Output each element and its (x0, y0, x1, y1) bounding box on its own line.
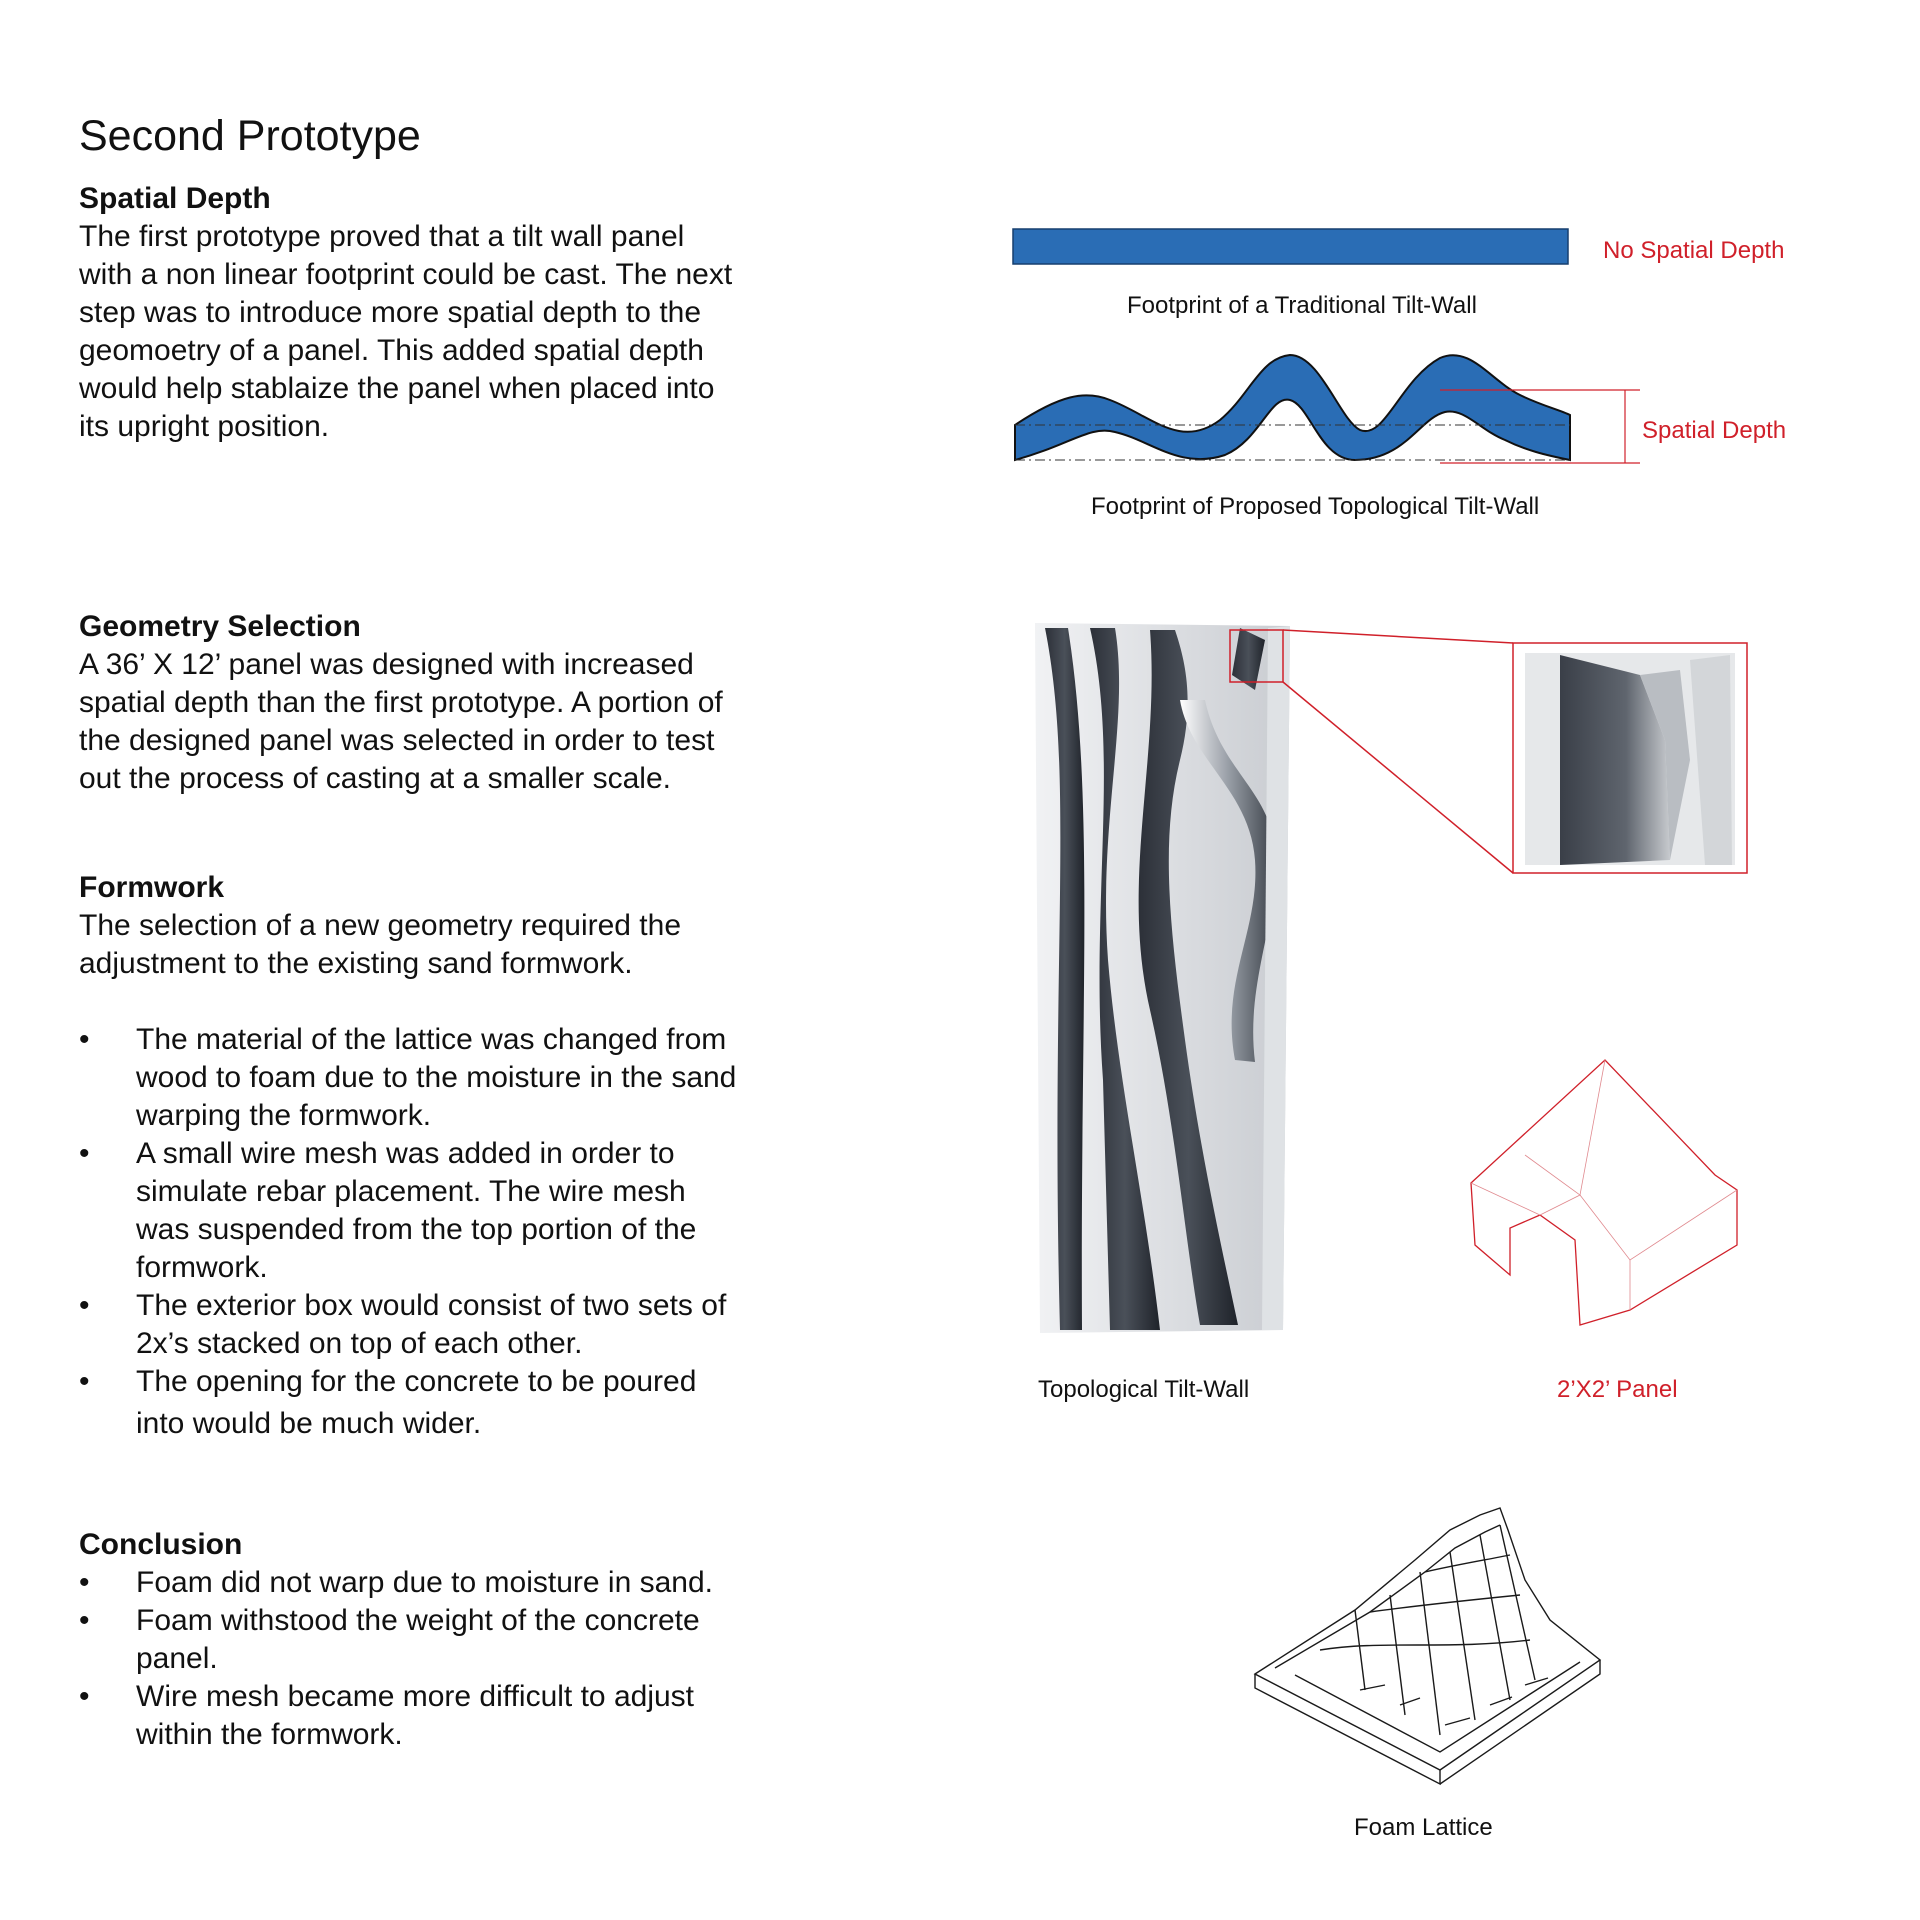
spatial-depth-heading: Spatial Depth (79, 182, 271, 215)
zoom-connector-line (1283, 630, 1513, 643)
list-item-line: The opening for the concrete to be poured (136, 1365, 697, 1398)
paragraph-line: its upright position. (79, 410, 330, 443)
list-item-line: Foam did not warp due to moisture in sand. (136, 1566, 713, 1599)
paragraph-line: adjustment to the existing sand formwork. (79, 947, 633, 980)
spatial-depth-label: Spatial Depth (1642, 417, 1787, 444)
foam-lattice-caption: Foam Lattice (1354, 1814, 1493, 1841)
list-item-line: Foam withstood the weight of the concrete (136, 1604, 700, 1637)
paragraph-line: step was to introduce more spatial depth to the (79, 296, 702, 329)
bullet-icon: • (79, 1023, 90, 1056)
paragraph-line: The first prototype proved that a tilt wall panel (79, 220, 685, 253)
paragraph-line: spatial depth than the first prototype. A portion of (79, 686, 723, 719)
paragraph-line: geomoetry of a panel. This added spatial depth (79, 334, 704, 367)
list-item-line: Wire mesh became more difficult to adjust (136, 1680, 695, 1713)
list-item-line: The exterior box would consist of two sets of (136, 1289, 727, 1322)
foam-lattice (1255, 1508, 1600, 1784)
no-spatial-depth-label: No Spatial Depth (1603, 237, 1785, 264)
topological-footprint (1015, 355, 1570, 460)
paragraph-line: The selection of a new geometry required the (79, 909, 682, 942)
list-item-line: simulate rebar placement. The wire mesh (136, 1175, 686, 1208)
zoom-detail (1513, 643, 1747, 873)
geometry-selection-heading: Geometry Selection (79, 610, 361, 643)
list-item-line: panel. (136, 1642, 218, 1675)
list-item-line: 2x’s stacked on top of each other. (136, 1327, 583, 1360)
bullet-icon: • (79, 1137, 90, 1170)
list-item-line: warping the formwork. (136, 1099, 432, 1132)
list-item-line: into would be much wider. (136, 1407, 482, 1440)
list-item-line: within the formwork. (136, 1718, 403, 1751)
list-item-line: wood to foam due to the moisture in the sand (136, 1061, 737, 1094)
zoom-connector-line (1283, 682, 1513, 873)
bullet-icon: • (79, 1566, 90, 1599)
list-item-line: formwork. (136, 1251, 268, 1284)
paragraph-line: would help stablaize the panel when placed into (79, 372, 715, 405)
paragraph-line: A 36’ X 12’ panel was designed with increased (79, 648, 694, 681)
panel-wireframe (1471, 1060, 1737, 1325)
tilt-wall-caption: Topological Tilt-Wall (1038, 1376, 1250, 1403)
tilt-wall-render (1035, 623, 1290, 1333)
page-title: Second Prototype (79, 112, 421, 160)
paragraph-line: out the process of casting at a smaller scale. (79, 762, 671, 795)
formwork-heading: Formwork (79, 871, 225, 904)
conclusion-heading: Conclusion (79, 1528, 243, 1561)
list-item-line: was suspended from the top portion of the (136, 1213, 697, 1246)
bullet-icon: • (79, 1680, 90, 1713)
panel-caption: 2’X2’ Panel (1557, 1376, 1678, 1403)
proposed-footprint-caption: Footprint of Proposed Topological Tilt-Wall (1091, 493, 1540, 520)
traditional-footprint-bar (1013, 229, 1568, 264)
list-item-line: The material of the lattice was changed from (136, 1023, 727, 1056)
list-item-line: A small wire mesh was added in order to (136, 1137, 675, 1170)
paragraph-line: the designed panel was selected in order to test (79, 724, 715, 757)
bullet-icon: • (79, 1604, 90, 1637)
paragraph-line: with a non linear footprint could be cast. The next (79, 258, 733, 291)
bullet-icon: • (79, 1289, 90, 1322)
bullet-icon: • (79, 1365, 90, 1398)
traditional-footprint-caption: Footprint of a Traditional Tilt-Wall (1127, 292, 1477, 319)
